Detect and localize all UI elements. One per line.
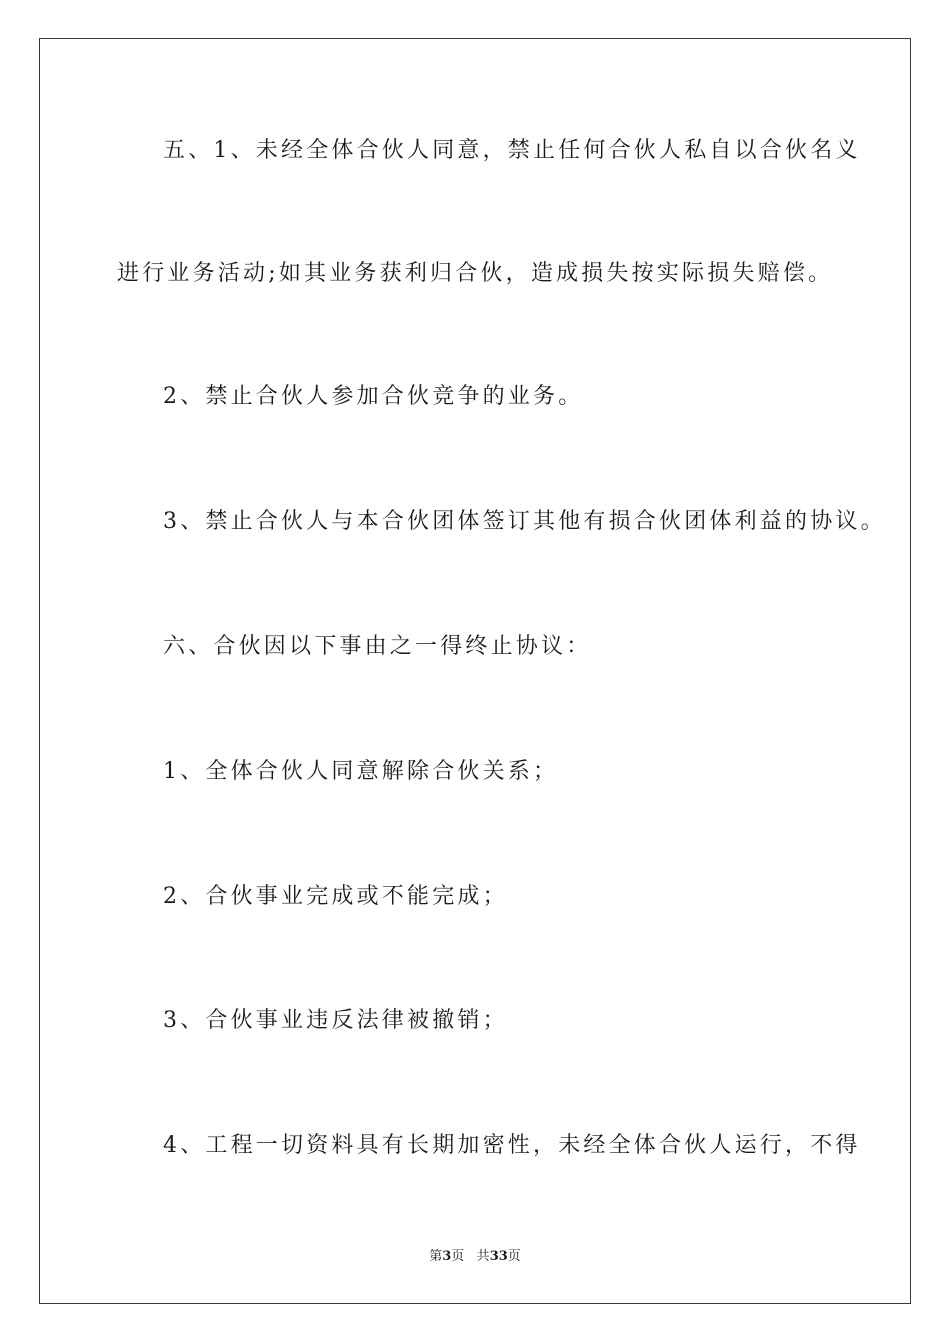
page-footer xyxy=(0,1248,950,1266)
paragraph-line-6: 六、合伙因以下事由之一得终止协议： xyxy=(163,634,592,659)
total-pages: 33 xyxy=(489,1249,508,1264)
page-border xyxy=(39,38,911,1304)
paragraph-line-6-4: 4、工程一切资料具有长期加密性，未经全体合伙人运行，不得 xyxy=(163,1133,861,1158)
total-prefix: 共 xyxy=(476,1249,490,1264)
paragraph-line-6-3: 3、合伙事业违反法律被撤销； xyxy=(163,1008,508,1033)
paragraph-line-5-3: 3、禁止合伙人与本合伙团体签订其他有损合伙团体利益的协议。 xyxy=(163,509,886,534)
paragraph-line-5-2: 2、禁止合伙人参加合伙竞争的业务。 xyxy=(163,384,584,409)
paragraph-line-6-1: 1、全体合伙人同意解除合伙关系； xyxy=(163,759,559,784)
page-prefix: 第 xyxy=(429,1249,443,1264)
paragraph-line-6-2: 2、合伙事业完成或不能完成； xyxy=(163,884,508,909)
paragraph-line-5-1: 五、1、未经全体合伙人同意，禁止任何合伙人私自以合伙名义 xyxy=(163,138,861,163)
total-suffix: 页 xyxy=(507,1249,521,1264)
page-number: 3 xyxy=(442,1249,452,1264)
paragraph-line-5-1-cont: 进行业务活动;如其业务获利归合伙，造成损失按实际损失赔偿。 xyxy=(117,261,834,286)
page-suffix: 页 xyxy=(451,1249,465,1264)
